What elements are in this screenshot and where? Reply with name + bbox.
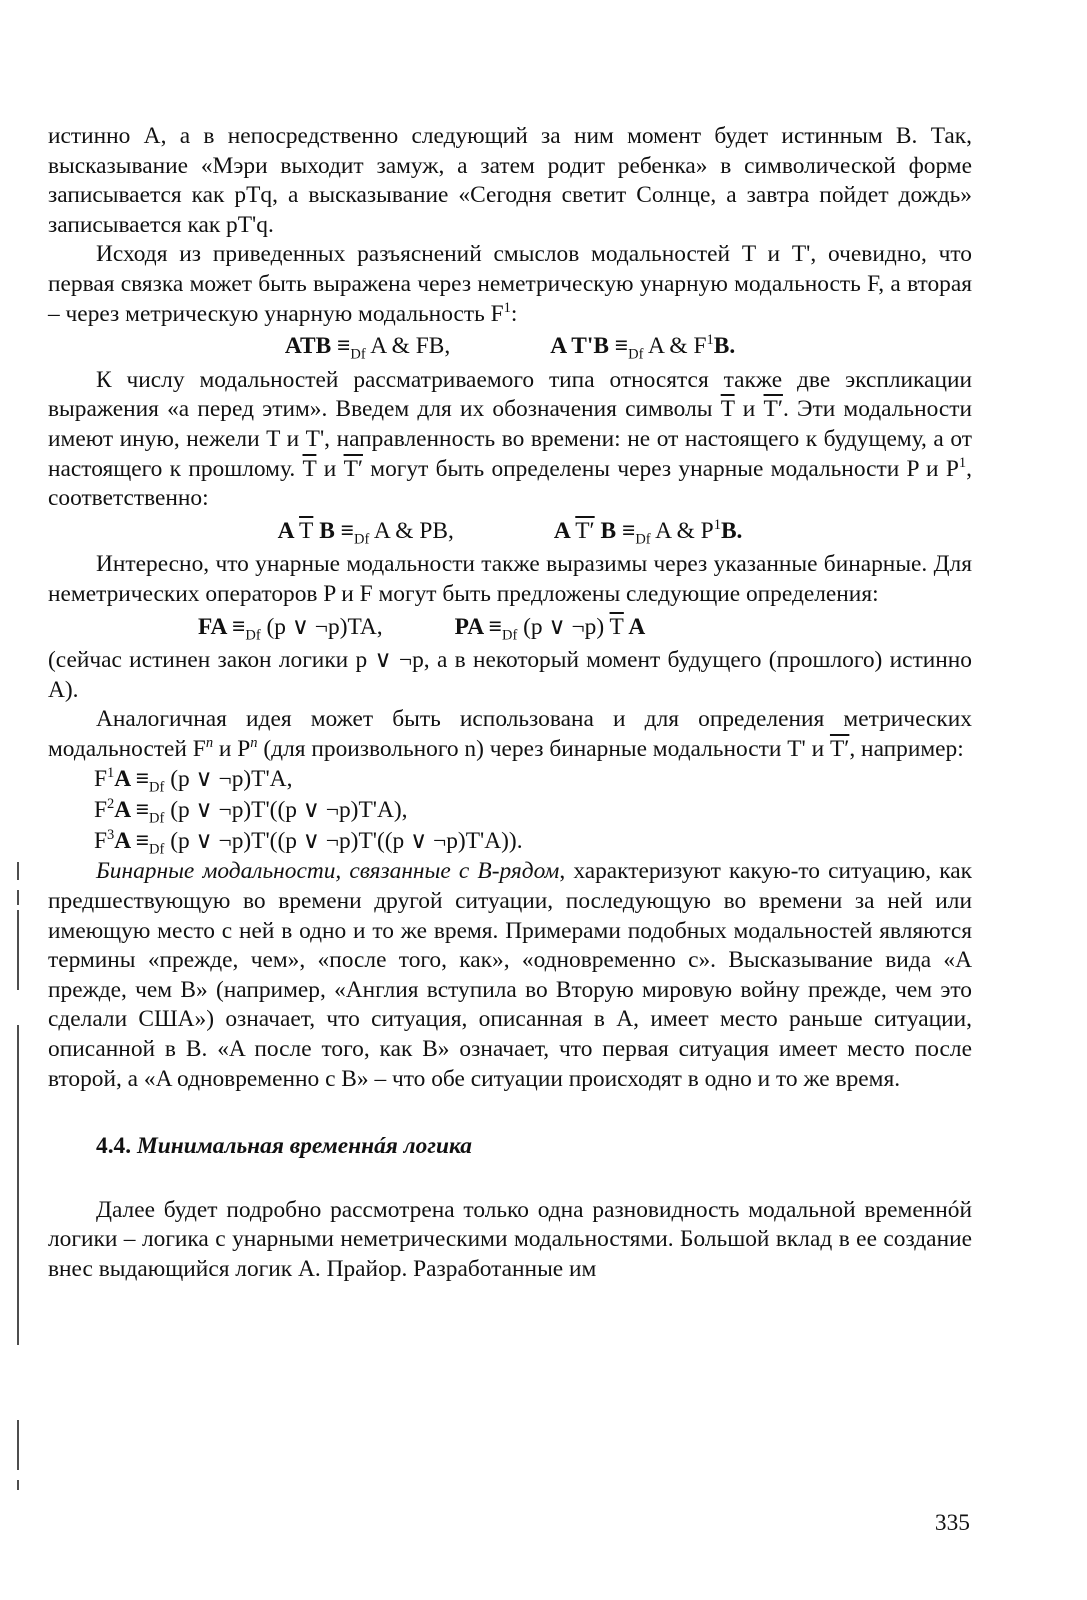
paragraph-7: Бинарные модальности, связанные с B-рядом, характеризуют какую-то ситуацию, как предшествующую во времени другой ситуации, последующую во времени за ней или имеющую место с ней в одно и то же время. Примерами подобных модальностей являются термины «прежде, чем», «после того, как», «одновременно с». Высказывание вида «A прежде, чем B» (например, «Англия вступила во Вторую мировую войну прежде, чем это сделали США») означает, что ситуация, описанная в A, имеет место раньше ситуации, описанной в B. «A после того, как B» означает, что первая ситуация имеет место после второй, а «A одновременно с B» – что обе ситуации происходят в одно и то же время. <box>48 858 972 1092</box>
formula-list-item: $F^1A \equiv_{Df}$ (p ∨ ¬p)T'A, <box>94 765 293 797</box>
paragraph-5: (сейчас истинен закон логики p ∨ ¬p, а в некоторый момент будущего (прошлого) истинно A). <box>48 647 972 703</box>
paragraph-3: К числу модальностей рассматриваемого типа относятся также две экспликации выражения «а перед этим». Введем для их обозначения символы $\overline{T}$ и T′. Эти модальности имеют иную, нежели T и T', направленность во времени: не от настоящего к будущему, а от настоящего к прошлому. $\overline{T}$ и T′ могут быть определены через унарные модальности P и $P^1$, соответственно: <box>48 366 973 512</box>
paragraph-2: Исходя из приведенных разъяснений смыслов модальностей T и T', очевидно, что первая связка может быть выражена через неметрическую унарную модальность F, а вторая – через метрическую унарную модальность $F^1$: <box>48 241 972 327</box>
section-heading: 4.4. Минимальная временнáя логика <box>96 1133 472 1160</box>
formula-list <box>94 764 972 857</box>
scan-margin-marks <box>4 0 34 1600</box>
paragraph-6: Аналогичная идея может быть использована и для определения метрических модальностей $F^n$ и $P^n$ (для произвольного n) через бинарные модальности T' и T′, например: <box>48 706 972 762</box>
formula-1 <box>48 332 972 362</box>
formula-3 <box>198 613 972 643</box>
paragraph-8: Далее будет подробно рассмотрена только одна разновидность модальной временнóй логики – логика с унарными неметрическими модальностями. Большой вклад в ее создание внес выдающийся логик A. Прайор. Разработанные им <box>48 1196 972 1282</box>
paragraph-1: истинно A, а в непосредственно следующий за ним момент будет истинным B. Так, высказывание «Мэри выходит замуж, а затем родит ребенка» в символической форме записывается как pTq, а высказывание «Сегодня светит Солнце, а завтра пойдет дождь» записывается как pT'q. <box>48 123 972 238</box>
formula-3b: PA $\equiv_{Df}$ (p ∨ ¬p) $\overline{T}$ A <box>454 613 646 644</box>
formula-2 <box>48 517 972 547</box>
formula-1b: A $T'B \equiv_{Df}$ A & $F^1B$. <box>550 332 736 363</box>
page-number: 335 <box>934 1510 970 1536</box>
formula-1a: ATB $\equiv_{Df}$ A & FB, <box>284 333 451 363</box>
formula-list-item: $F^2A \equiv_{Df}$ (p ∨ ¬p)T'((p ∨ ¬p)T'A), <box>94 796 408 828</box>
formula-list-item: $F^3A \equiv_{Df}$ (p ∨ ¬p)T'((p ∨ ¬p)T'((p ∨ ¬p)T'A)). <box>94 827 523 859</box>
paragraph-4: Интересно, что унарные модальности также выразимы через указанные бинарные. Для неметрических операторов P и F могут быть предложены следующие определения: <box>48 551 972 607</box>
formula-2a: A $\overline{T}$ $B \equiv_{Df}$ A & PB, <box>277 517 454 548</box>
page-body <box>48 122 972 1285</box>
formula-2b: A T′ $B \equiv_{Df}$ A & $P^1B$. <box>553 516 743 548</box>
formula-3a: FA $\equiv_{Df}$ (p ∨ ¬p)TA, <box>198 613 383 644</box>
